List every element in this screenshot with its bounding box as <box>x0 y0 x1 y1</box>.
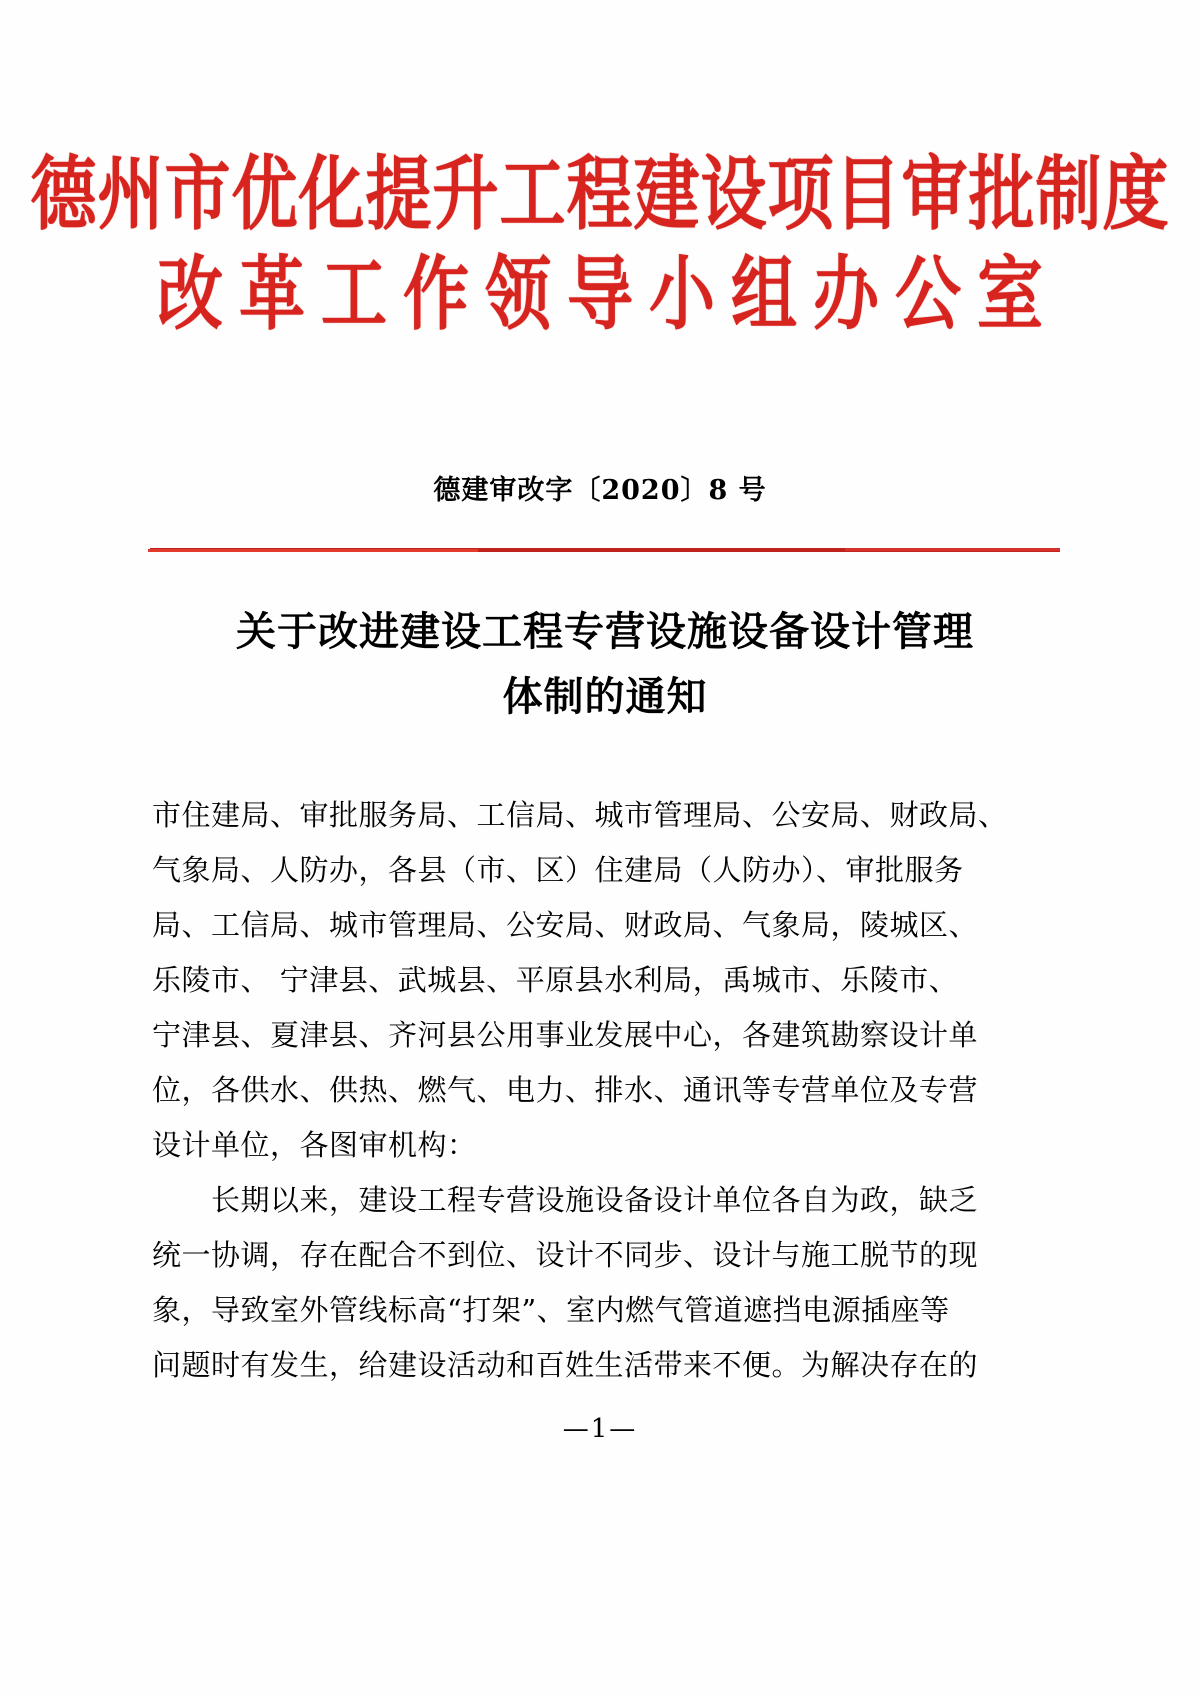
letterhead-line-2: 改革工作领导小组办公室 <box>157 246 1059 342</box>
body-line: 象，导致室外管线标高“打架”、室内燃气管道遮挡电源插座等 <box>152 1293 950 1327</box>
body-line: 问题时有发生，给建设活动和百姓生活带来不便。为解决存在的 <box>152 1348 979 1382</box>
body-line: 统一协调，存在配合不到位、设计不同步、设计与施工脱节的现 <box>152 1238 979 1272</box>
document-title <box>150 600 1060 730</box>
document-body <box>152 788 1058 1393</box>
body-line: 气象局、人防办，各县（市、区）住建局（人防办）、审批服务 <box>152 853 964 887</box>
document-title-line-2: 体制的通知 <box>502 672 708 720</box>
body-line: 长期以来，建设工程专营设施设备设计单位各自为政，缺乏 <box>152 1183 979 1217</box>
document-title-line-1: 关于改进建设工程专营设施设备设计管理 <box>236 608 974 655</box>
letterhead <box>0 146 1200 342</box>
body-line: 设计单位，各图审机构： <box>152 1128 477 1162</box>
body-line: 市住建局、审批服务局、工信局、城市管理局、公安局、财政局、 <box>152 798 1008 832</box>
letterhead-line-1: 德州市优化提升工程建设项目审批制度 <box>30 146 1170 242</box>
body-line: 乐陵市、 宁津县、武城县、平原县水利局，禹城市、乐陵市、 <box>152 963 959 997</box>
body-line: 位，各供水、供热、燃气、电力、排水、通讯等专营单位及专营 <box>152 1073 979 1107</box>
document-number: 德建审改字〔2020〕8 号 <box>433 475 767 506</box>
page-number-marker: —1— <box>562 1414 638 1444</box>
body-line: 宁津县、夏津县、齐河县公用事业发展中心，各建筑勘察设计单 <box>152 1018 979 1052</box>
body-line: 局、工信局、城市管理局、公安局、财政局、气象局，陵城区、 <box>152 908 979 942</box>
red-separator-rule <box>150 548 1060 552</box>
